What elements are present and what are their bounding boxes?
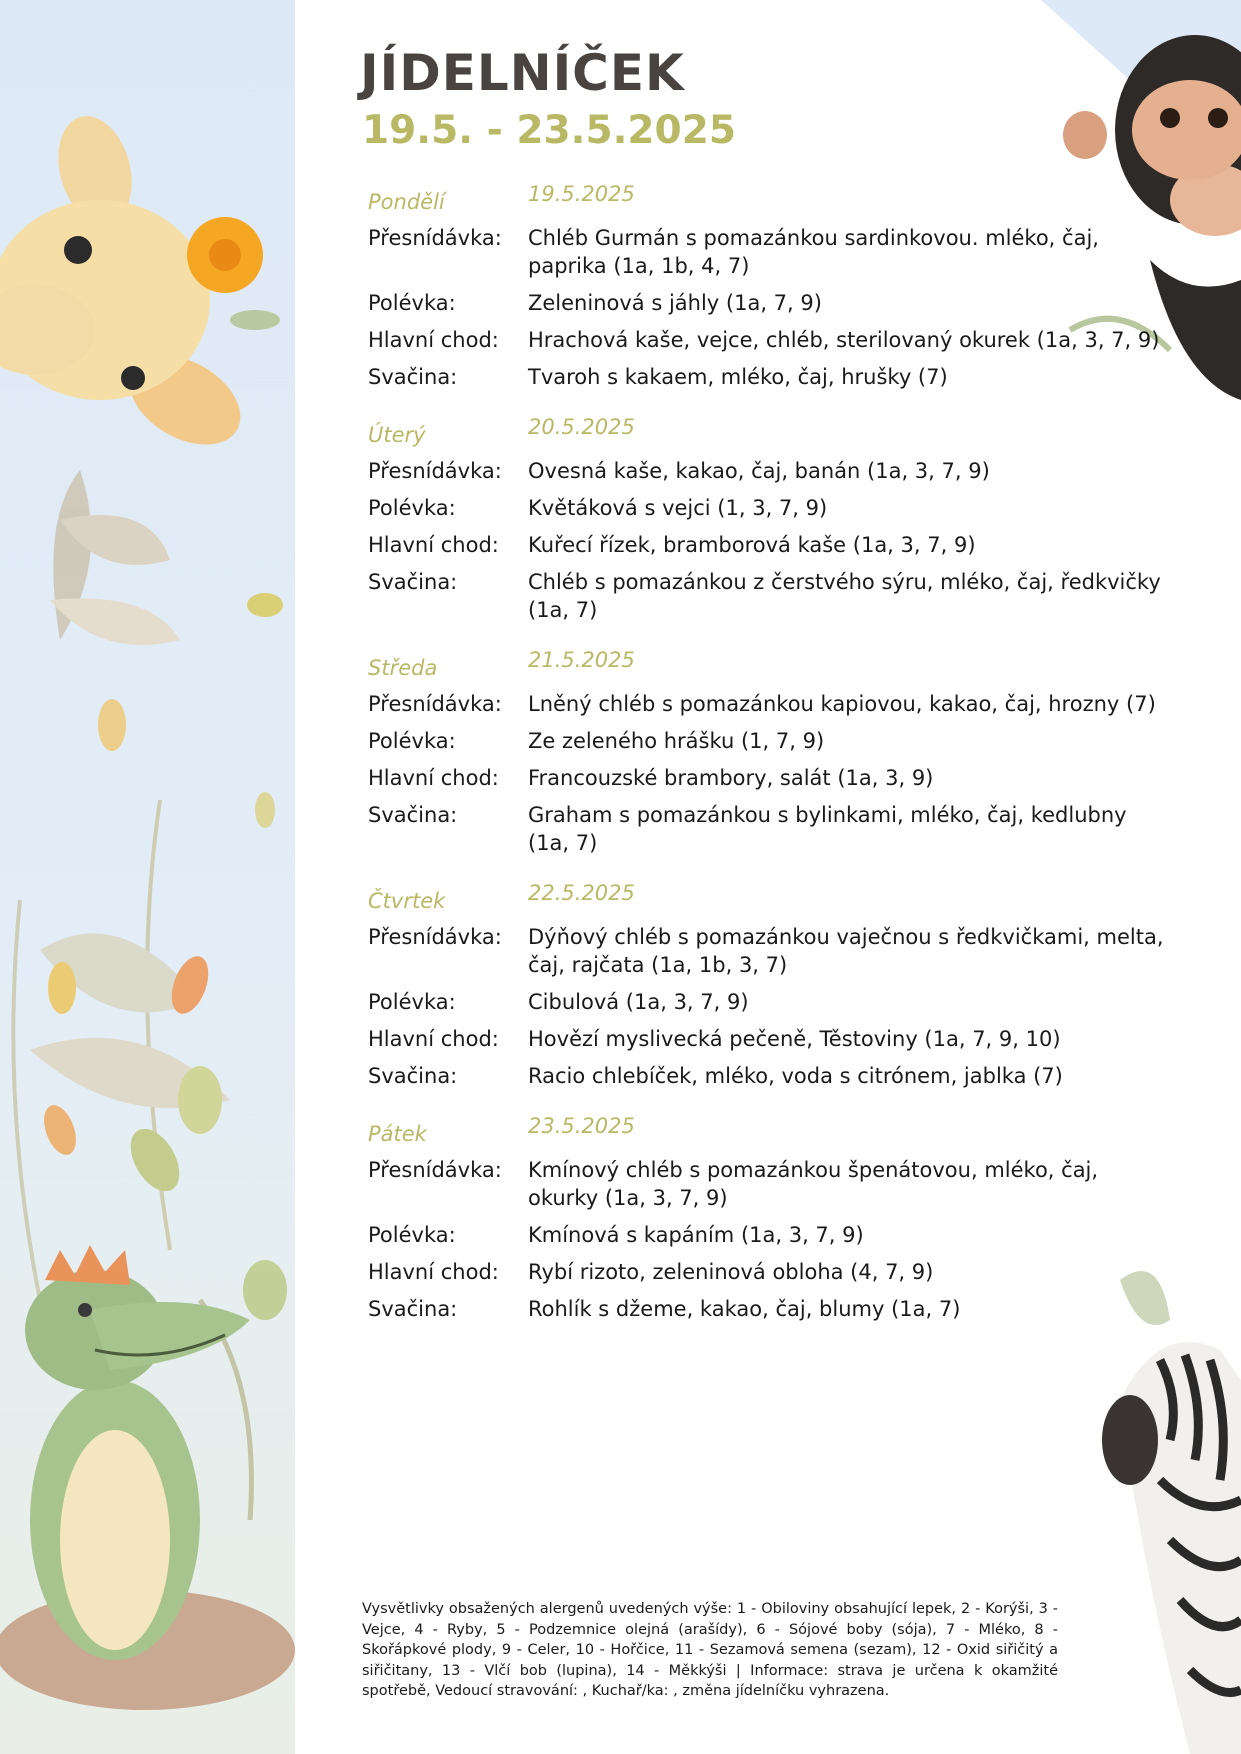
meal-row xyxy=(368,801,1168,857)
day-name: Úterý xyxy=(368,423,426,447)
meal-row xyxy=(368,690,1168,718)
date-range: 19.5. - 23.5.2025 xyxy=(362,108,736,153)
meal-row xyxy=(368,1025,1168,1053)
meal-text: Tvaroh s kakaem, mléko, čaj, hrušky (7) xyxy=(528,365,948,389)
meal-text: Chléb Gurmán s pomazánkou sardinkovou. mléko, čaj, paprika (1a, 1b, 4, 7) xyxy=(528,226,1099,278)
meal-label: Hlavní chod: xyxy=(368,328,499,352)
day-date: 22.5.2025 xyxy=(528,881,635,905)
meal-text: Květáková s vejci (1, 3, 7, 9) xyxy=(528,496,828,520)
meal-row xyxy=(368,224,1168,280)
meal-row xyxy=(368,326,1168,354)
day-section xyxy=(368,415,1168,624)
meal-label: Polévka: xyxy=(368,729,456,753)
day-header xyxy=(368,881,1168,923)
meal-text: Lněný chléb s pomazánkou kapiovou, kakao, čaj, hrozny (7) xyxy=(528,692,1156,716)
meal-row xyxy=(368,363,1168,391)
meal-text: Hovězí myslivecká pečeně, Těstoviny (1a, 7, 9, 10) xyxy=(528,1027,1061,1051)
meal-label: Přesnídávka: xyxy=(368,459,502,483)
meal-row xyxy=(368,1258,1168,1286)
meal-label: Svačina: xyxy=(368,1297,458,1321)
meal-text: Kuřecí řízek, bramborová kaše (1a, 3, 7, 9) xyxy=(528,533,976,557)
meal-text: Racio chlebíček, mléko, voda s citrónem, jablka (7) xyxy=(528,1064,1063,1088)
meal-row xyxy=(368,568,1168,624)
weekly-menu xyxy=(368,182,1168,1351)
left-illustration-panel xyxy=(0,0,295,1754)
meal-label: Hlavní chod: xyxy=(368,766,499,790)
meal-text: Cibulová (1a, 3, 7, 9) xyxy=(528,990,749,1014)
meal-row xyxy=(368,457,1168,485)
meal-row xyxy=(368,289,1168,317)
meal-row xyxy=(368,531,1168,559)
meal-row xyxy=(368,494,1168,522)
meal-label: Hlavní chod: xyxy=(368,1260,499,1284)
meal-text: Ze zeleného hrášku (1, 7, 9) xyxy=(528,729,825,753)
meal-text: Dýňový chléb s pomazánkou vaječnou s ředkvičkami, melta, čaj, rajčata (1a, 1b, 3, 7) xyxy=(528,925,1164,977)
meal-text: Chléb s pomazánkou z čerstvého sýru, mléko, čaj, ředkvičky (1a, 7) xyxy=(528,570,1161,622)
meal-label: Přesnídávka: xyxy=(368,1158,502,1182)
day-date: 21.5.2025 xyxy=(528,648,635,672)
day-section xyxy=(368,1114,1168,1323)
allergen-footnote: Vysvětlivky obsažených alergenů uvedených výše: 1 - Obiloviny obsahující lepek, 2 - Korýši, 3 - Vejce, 4 - Ryby, 5 - Podzemnice olejná (arašídy), 6 - Sójové boby (sója), 7 - Mléko, 8 - Skořápkové plody, 9 - Celer, 10 - Hořčice, 11 - Sezamová semena (sezam), 12 - Oxid siřičitý a siřičitany, 13 - Vlčí bob (lupina), 14 - Měkkýši | Informace: strava je určena k okamžité spotřebě, Vedoucí stravování: , Kuchař/ka: , změna jídelníčku vyhrazena. xyxy=(362,1601,1058,1699)
meal-text: Kmínová s kapáním (1a, 3, 7, 9) xyxy=(528,1223,864,1247)
day-header xyxy=(368,648,1168,690)
meal-row xyxy=(368,988,1168,1016)
meal-label: Přesnídávka: xyxy=(368,692,502,716)
day-name: Pondělí xyxy=(368,190,445,214)
giraffe-illustration xyxy=(0,108,280,463)
meal-label: Hlavní chod: xyxy=(368,1027,499,1051)
meal-label: Přesnídávka: xyxy=(368,226,502,250)
day-header xyxy=(368,415,1168,457)
meal-label: Polévka: xyxy=(368,990,456,1014)
page-title: JÍDELNÍČEK xyxy=(360,44,685,102)
meal-text: Rohlík s džeme, kakao, čaj, blumy (1a, 7) xyxy=(528,1297,961,1321)
meal-text: Ovesná kaše, kakao, čaj, banán (1a, 3, 7, 9) xyxy=(528,459,990,483)
meal-row xyxy=(368,727,1168,755)
meal-text: Rybí rizoto, zeleninová obloha (4, 7, 9) xyxy=(528,1260,934,1284)
meal-label: Polévka: xyxy=(368,496,456,520)
meal-row xyxy=(368,1062,1168,1090)
day-name: Čtvrtek xyxy=(368,889,446,913)
meal-label: Polévka: xyxy=(368,291,456,315)
meal-text: Kmínový chléb s pomazánkou špenátovou, mléko, čaj, okurky (1a, 3, 7, 9) xyxy=(528,1158,1099,1210)
meal-label: Svačina: xyxy=(368,570,458,594)
meal-text: Graham s pomazánkou s bylinkami, mléko, čaj, kedlubny (1a, 7) xyxy=(528,803,1127,855)
meal-text: Hrachová kaše, vejce, chléb, sterilovaný okurek (1a, 3, 7, 9) xyxy=(528,328,1160,352)
day-date: 19.5.2025 xyxy=(528,182,635,206)
meal-label: Přesnídávka: xyxy=(368,925,502,949)
meal-row xyxy=(368,1221,1168,1249)
day-section xyxy=(368,182,1168,391)
jungle-illustration xyxy=(0,0,295,1754)
day-header xyxy=(368,1114,1168,1156)
meal-row xyxy=(368,923,1168,979)
day-section xyxy=(368,648,1168,857)
day-name: Středa xyxy=(368,656,438,680)
meal-label: Hlavní chod: xyxy=(368,533,499,557)
day-date: 23.5.2025 xyxy=(528,1114,635,1138)
meal-label: Svačina: xyxy=(368,365,458,389)
day-section xyxy=(368,881,1168,1090)
meal-label: Svačina: xyxy=(368,803,458,827)
meal-row xyxy=(368,1295,1168,1323)
meal-text: Zeleninová s jáhly (1a, 7, 9) xyxy=(528,291,822,315)
day-name: Pátek xyxy=(368,1122,427,1146)
meal-row xyxy=(368,764,1168,792)
meal-label: Polévka: xyxy=(368,1223,456,1247)
day-header xyxy=(368,182,1168,224)
meal-row xyxy=(368,1156,1168,1212)
meal-text: Francouzské brambory, salát (1a, 3, 9) xyxy=(528,766,934,790)
meal-label: Svačina: xyxy=(368,1064,458,1088)
day-date: 20.5.2025 xyxy=(528,415,635,439)
